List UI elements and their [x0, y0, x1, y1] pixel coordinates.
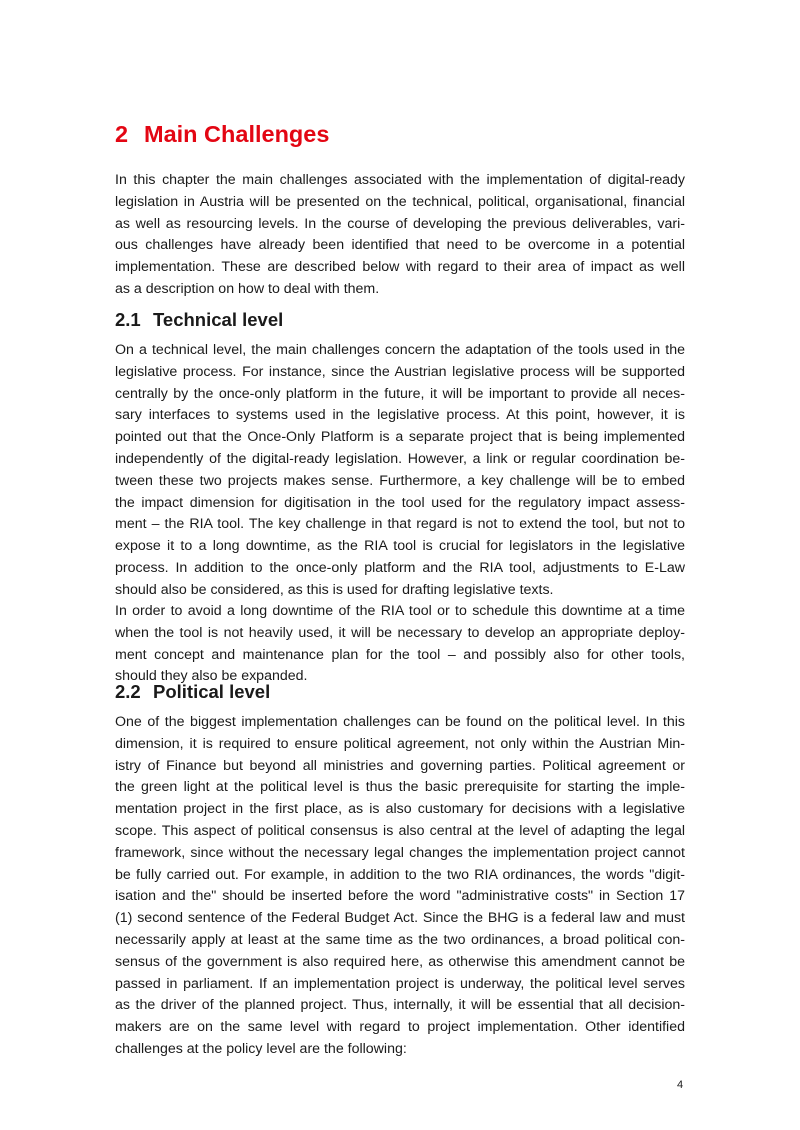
text-line: implementation. These are described below with regard to their area of impact as well [115, 259, 685, 276]
text-line: necessarily apply at least at the same time as the two ordinances, a broad political con- [115, 931, 685, 948]
section-number: 2.2 [115, 681, 141, 702]
political-paragraph [115, 712, 685, 1061]
text-line: framework, since without the necessary legal changes the implementation project cannot [115, 844, 685, 861]
page-number: 4 [677, 1079, 684, 1091]
text-line: expose it to a long downtime, as the RIA tool is crucial for legislators in the legislative [115, 538, 685, 555]
section-title-political [115, 681, 270, 703]
text-line: passed in parliament. If an implementation project is underway, the political level serves [115, 975, 685, 992]
text-line: mentation project in the first place, as is also customary for decisions with a legislative [115, 801, 685, 818]
text-line: On a technical level, the main challenges concern the adaptation of the tools used in the [115, 342, 685, 358]
text-line: the impact dimension for digitisation in the tool used for the regulatory impact assess- [115, 494, 685, 511]
section-title-text: Technical level [153, 309, 284, 330]
text-line: challenges at the policy level are the following: [115, 1040, 407, 1057]
text-line: as a description on how to deal with them. [115, 280, 380, 297]
text-line: pointed out that the Once-Only Platform is a separate project that is being implemented [115, 429, 685, 446]
chapter-title-text: Main Challenges [144, 121, 330, 147]
text-line: In this chapter the main challenges associated with the implementation of digital-ready [115, 172, 685, 188]
text-line: ment concept and maintenance plan for the tool – and possibly also for other tools, [115, 646, 685, 663]
text-line: isation and the" should be inserted before the word "administrative costs" in Section 17 [115, 888, 685, 905]
text-line: process. In addition to the once-only platform and the RIA tool, adjustments to E-Law [115, 559, 685, 576]
text-line: legislation in Austria will be presented on the technical, political, organisational, financial [115, 193, 685, 210]
text-line: In order to avoid a long downtime of the RIA tool or to schedule this downtime at a time [115, 603, 685, 619]
text-line: as well as resourcing levels. In the course of developing the previous deliverables, vari- [115, 215, 685, 232]
text-line: istry of Finance but beyond all ministries and governing parties. Political agreement or [115, 757, 685, 774]
section-title-text: Political level [153, 681, 271, 702]
text-line: ment – the RIA tool. The key challenge in that regard is not to extend the tool, but not to [115, 516, 685, 533]
text-line: sensus of the government is also required here, as otherwise this amendment cannot be [115, 953, 685, 970]
text-line: scope. This aspect of political consensus is also central at the level of adapting the legal [115, 822, 685, 839]
technical-paragraph-1 [115, 340, 685, 602]
text-line: dimension, it is required to ensure political agreement, not only within the Austrian Min- [115, 735, 685, 752]
text-line: ous challenges have already been identified that need to be overcome in a potential [115, 237, 685, 254]
text-line: tween these two projects makes sense. Furthermore, a key challenge will be to embed [115, 472, 685, 489]
text-line: sary interfaces to systems used in the legislative process. At this point, however, it is [115, 407, 685, 424]
text-line: independently of the digital-ready legislation. However, a link or regular coordination be- [115, 450, 685, 467]
text-line: the green light at the political level is thus the basic prerequisite for starting the imple- [115, 779, 685, 796]
text-line: (1) second sentence of the Federal Budget Act. Since the BHG is a federal law and must [115, 910, 685, 927]
text-line: as the driver of the planned project. Thus, internally, it will be essential that all decision- [115, 997, 685, 1014]
text-line: centrally by the once-only platform in the future, it will be important to provide all neces- [115, 385, 685, 402]
text-line: when the tool is not heavily used, it will be necessary to develop an appropriate deploy- [115, 624, 685, 641]
section-title-technical [115, 309, 283, 331]
chapter-number: 2 [115, 121, 129, 147]
text-line: should they also be expanded. [115, 668, 308, 685]
intro-paragraph [115, 170, 685, 301]
text-line: be fully carried out. For example, in addition to the two RIA ordinances, the words "digit- [115, 866, 685, 883]
text-line: makers are on the same level with regard to project implementation. Other identified [115, 1019, 685, 1036]
text-line: legislative process. For instance, since the Austrian legislative process will be supported [115, 363, 685, 380]
chapter-title [115, 121, 329, 148]
text-line: One of the biggest implementation challenges can be found on the political level. In this [115, 714, 685, 730]
technical-paragraph-2 [115, 601, 685, 688]
text-line: should also be considered, as this is used for drafting legislative texts. [115, 581, 554, 598]
section-number: 2.1 [115, 309, 141, 330]
